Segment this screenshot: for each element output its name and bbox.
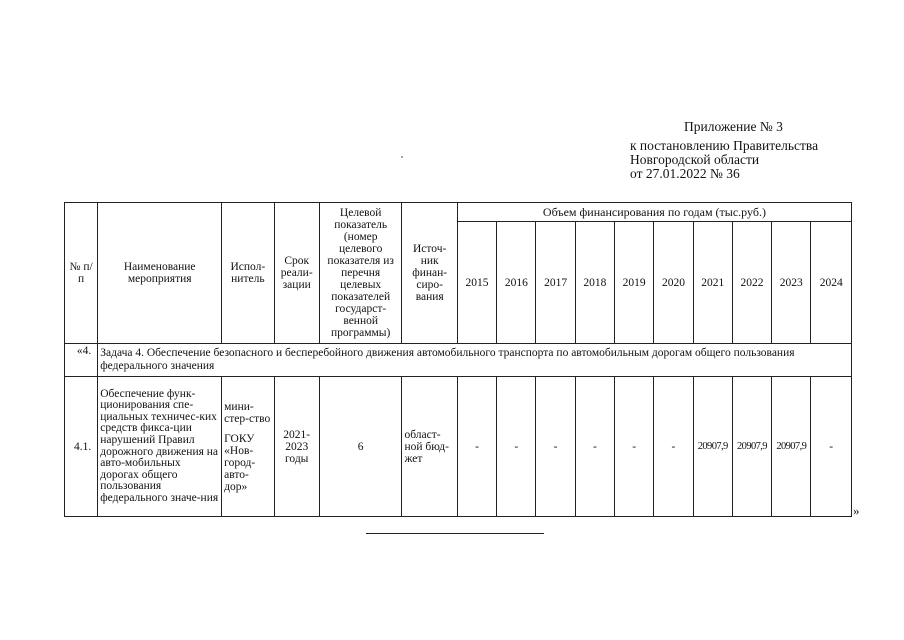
- header-num: № п/п: [65, 203, 98, 344]
- row-value: 20907,9: [693, 377, 732, 517]
- header-term: Срок реали-зации: [274, 203, 319, 344]
- header-year: 2021: [693, 222, 732, 344]
- row-source: област-ной бюд-жет: [402, 377, 457, 517]
- header-year: 2022: [732, 222, 771, 344]
- row-value: -: [811, 377, 852, 517]
- header-executor: Испол-нитель: [222, 203, 274, 344]
- table-row: [65, 377, 852, 517]
- row-value: -: [536, 377, 575, 517]
- header-target: Целевой показатель (номер целевого показателя из перечня целевых показателей государст-венной программы): [319, 203, 402, 344]
- footer-rule: [366, 533, 544, 534]
- section-title: Задача 4. Обеспечение безопасного и бесперебойного движения автомобильного транспорта по автомобильным дорогам общего пользования федерального значения: [98, 344, 852, 377]
- row-value: -: [575, 377, 614, 517]
- row-value: -: [654, 377, 693, 517]
- header-year: 2016: [497, 222, 536, 344]
- header-year: 2019: [615, 222, 654, 344]
- row-value: -: [615, 377, 654, 517]
- header-name: Наименование мероприятия: [98, 203, 222, 344]
- row-executor: [222, 377, 274, 517]
- row-value: -: [497, 377, 536, 517]
- row-value: 20907,9: [732, 377, 771, 517]
- header-year: 2018: [575, 222, 614, 344]
- header-funding: Объем финансирования по годам (тыс.руб.): [457, 203, 851, 222]
- row-value: -: [457, 377, 496, 517]
- appendix-header: [630, 120, 818, 181]
- row-term: 2021-2023 годы: [274, 377, 319, 517]
- closing-quote: »: [853, 503, 860, 518]
- header-year: 2015: [457, 222, 496, 344]
- appendix-line-1: к постановлению Правительства: [630, 138, 819, 153]
- header-year: 2024: [811, 222, 852, 344]
- section-row: [65, 344, 852, 377]
- row-activity-name: Обеспечение функ-ционирования спе-циальных техничес-ких средств фикса-ции нарушений Правил дорожного движения на авто-мобильных дорогах общего пользования федерального значе-ния: [98, 377, 222, 517]
- row-value: 20907,9: [772, 377, 811, 517]
- appendix-line-2: Новгородской области: [630, 152, 760, 167]
- row-executor-ministry: мини-стер-ство: [224, 400, 271, 425]
- row-executor-goku: ГОКУ «Нов-город-авто-дор»: [224, 432, 256, 493]
- header-year: 2020: [654, 222, 693, 344]
- funding-table: [64, 202, 852, 517]
- header-row-1: [65, 203, 852, 222]
- appendix-title: Приложение № 3: [684, 119, 783, 134]
- section-number: «4.: [65, 344, 98, 377]
- row-target: 6: [319, 377, 402, 517]
- header-year: 2017: [536, 222, 575, 344]
- row-number: 4.1.: [65, 377, 98, 517]
- header-year: 2023: [772, 222, 811, 344]
- appendix-line-3: от 27.01.2022 № 36: [630, 166, 740, 181]
- scan-speck: [401, 156, 403, 158]
- header-source: Источ-ник финан-сиро-вания: [402, 203, 457, 344]
